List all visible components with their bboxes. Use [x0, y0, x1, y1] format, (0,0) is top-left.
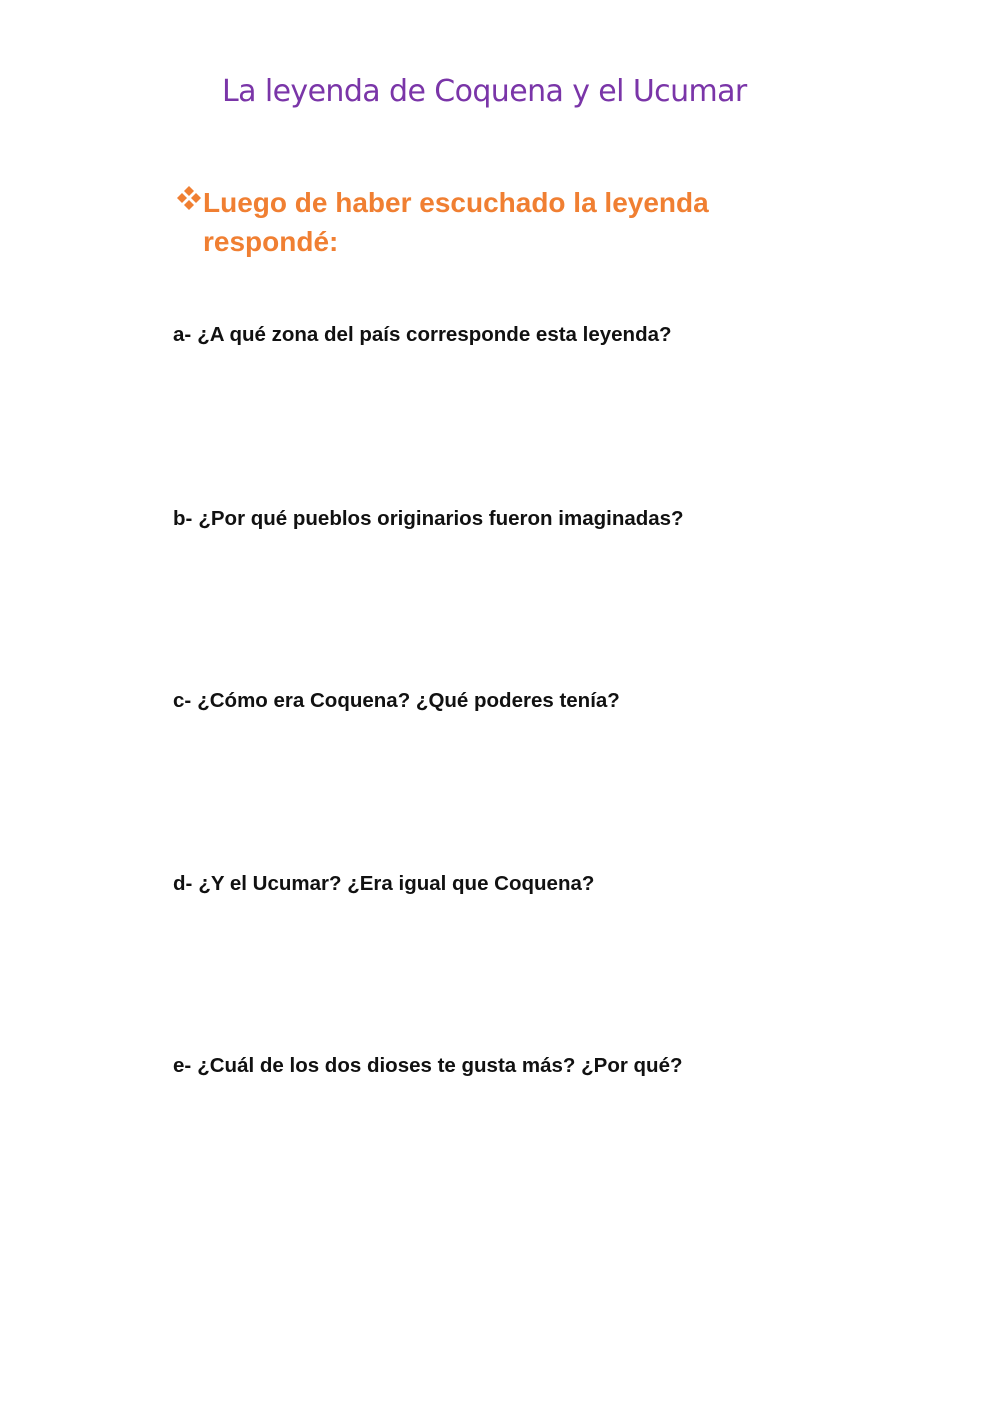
question-text: ¿A qué zona del país corresponde esta leyenda?	[197, 323, 672, 346]
question-letter: b-	[173, 507, 193, 530]
question-letter: d-	[173, 872, 193, 895]
question-text: ¿Cuál de los dos dioses te gusta más? ¿Por qué?	[197, 1054, 683, 1077]
question-letter: a-	[173, 323, 192, 346]
question-e	[173, 1053, 683, 1079]
question-b	[173, 506, 684, 532]
question-d	[173, 871, 594, 897]
question-text: ¿Cómo era Coquena? ¿Qué poderes tenía?	[197, 689, 620, 712]
question-text: ¿Por qué pueblos originarios fueron imaginadas?	[198, 507, 684, 530]
question-a	[173, 322, 672, 348]
question-text: ¿Y el Ucumar? ¿Era igual que Coquena?	[198, 872, 595, 895]
instruction-text: Luego de haber escuchado la leyenda respondé:	[203, 187, 709, 257]
question-c	[173, 688, 620, 714]
question-letter: e-	[173, 1054, 192, 1077]
four-diamond-bullet-icon	[175, 184, 203, 212]
instruction-block	[175, 183, 795, 261]
page-title: La leyenda de Coquena y el Ucumar	[222, 74, 747, 109]
question-letter: c-	[173, 689, 192, 712]
